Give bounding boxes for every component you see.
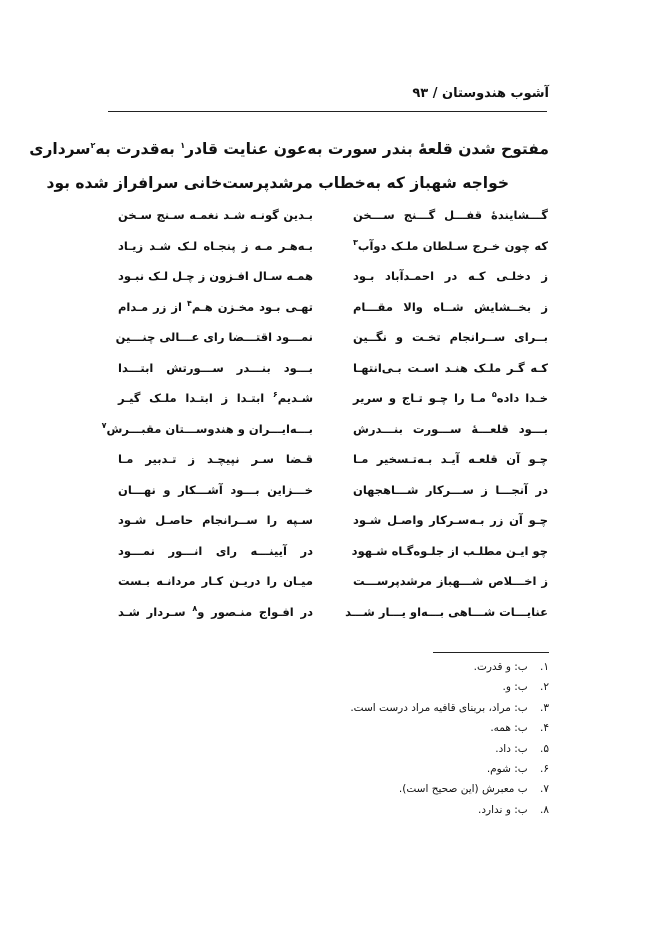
- hemistich-left: [118, 505, 313, 535]
- footnote-marker: ۲: [90, 140, 96, 150]
- verse-text: بـه‌هـر مـه ز پنجـاه لـک شـد زیـاد: [118, 238, 313, 253]
- verse-text: قـضا سـر نپیچـد ز تـدبیر مـا: [118, 452, 313, 466]
- title-text-a: مفتوح شدن قلعهٔ بندر سورت به‌عون عنایت قادر: [185, 140, 549, 158]
- verse-text: شـدیم: [277, 391, 313, 405]
- hemistich-left: [118, 383, 313, 413]
- footnote-marker: ۱: [180, 140, 186, 150]
- footnote-number: ۲.: [540, 681, 549, 694]
- footnote-marker: ۳: [353, 237, 358, 247]
- hemistich-right: [353, 383, 548, 413]
- verse-text: از زر مـدام: [118, 299, 187, 314]
- footnote-text: ب معبرش (این صحیح است).: [398, 783, 531, 796]
- running-head: آشوب هندوستان / ۹۳: [412, 86, 549, 101]
- header-divider: [108, 111, 547, 112]
- hemistich-left: [115, 322, 313, 352]
- hemistich-left: [118, 353, 313, 383]
- footnote-item: [249, 759, 549, 779]
- verse-text: بـدین گونـه شـد نغمـه سـنج سـخن: [118, 208, 313, 222]
- verse-text: عنایـــات شـــاهی بـــه‌او یـــار شـــد: [345, 604, 548, 619]
- hemistich-right: [353, 444, 548, 474]
- footnote-marker: ۶: [272, 390, 278, 400]
- hemistich-left: [118, 261, 313, 291]
- hemistich-right: [353, 200, 548, 230]
- verse-text: بـــه‌ایـــران و هندوســـتان مقبـــرش: [106, 421, 313, 436]
- verse-text: چو ایـن مطلـب از جلـوه‌گـاه شـهود: [351, 543, 548, 558]
- hemistich-left: [118, 597, 313, 627]
- hemistich-right: [353, 566, 548, 596]
- hemistich-right: [353, 475, 548, 505]
- footnote-number: ۷.: [540, 783, 549, 796]
- hemistich-right: [353, 536, 548, 566]
- verse-text: سـپه را ســرانجام حاصـل شـود: [118, 513, 313, 527]
- chapter-title-line-2: خواجه شهباز که به‌خطاب مرشدپرست‌خانی سرافراز شده بود: [46, 174, 509, 192]
- footnote-text: ب: و.: [502, 681, 531, 694]
- verse-text: ز بخــشایش شــاه والا مقـــام: [353, 299, 548, 314]
- hemistich-right: [345, 597, 548, 627]
- footnote-number: ۱.: [540, 661, 549, 673]
- verse-text: سـردار شـد: [118, 604, 193, 619]
- verse-text: که چون خـرج سـلطان ملـک دوآب: [357, 238, 548, 253]
- verse-text: خـدا داده: [496, 391, 548, 405]
- verse-text: ز دخلـی کـه در احمـدآباد بـود: [353, 269, 548, 283]
- footnote-number: ۳.: [540, 701, 549, 714]
- footnote-text: ب: شوم.: [486, 762, 531, 775]
- verse-text: ز اخـــلاص شـــهباز مرشدپرســـت: [353, 574, 548, 588]
- verse-text: کـه گـر ملـک هنـد اسـت بـی‌انتهـا: [353, 360, 548, 375]
- footnote-number: ۶.: [540, 762, 549, 775]
- verse-text: مـا را چـو تـاج و سریر: [353, 391, 492, 405]
- footnote-text: ب: همه.: [490, 722, 531, 735]
- footnote-item: [249, 718, 549, 738]
- footnotes: [249, 657, 549, 820]
- footnote-text: ب: مراد، بربنای قافیه مراد درست است.: [350, 701, 531, 714]
- hemistich-right: [353, 231, 548, 261]
- verse-text: بـــود قلعـــهٔ ســـورت بنـــدرش: [353, 421, 548, 436]
- hemistich-right: [353, 414, 548, 444]
- footnote-item: [249, 677, 549, 697]
- verse-text: در افـواج منـصور و: [197, 604, 314, 619]
- hemistich-left: [101, 414, 313, 444]
- hemistich-right: [353, 292, 548, 322]
- footnote-marker: ۷: [101, 420, 107, 430]
- footnote-number: ۵.: [540, 742, 549, 755]
- verse-text: چـو آن قلعـه آیـد بـه‌تـسخیر مـا: [353, 452, 548, 466]
- title-text-b: به‌قدرت به: [95, 140, 181, 158]
- footnote-number: ۸.: [540, 803, 549, 816]
- title-text-c: سرداری: [29, 140, 91, 158]
- hemistich-left: [118, 475, 313, 505]
- hemistich-left: [118, 231, 313, 261]
- verse-text: گـــشایندهٔ قفـــل گـــنج ســـخن: [353, 208, 548, 222]
- footnote-divider: [433, 652, 549, 653]
- verse-text: میـان را دریـن کـار مردانـه بـست: [118, 574, 313, 588]
- footnote-item: [249, 779, 549, 799]
- footnote-marker: ۸: [192, 603, 198, 613]
- chapter-title-line-1: [29, 138, 549, 160]
- footnote-text: ب: و ندارد.: [478, 803, 531, 816]
- footnote-marker: ۵: [491, 390, 497, 400]
- footnote-item: [249, 657, 549, 677]
- verse-text: در آیینـــه رای انـــور نمـــود: [118, 543, 313, 558]
- verse-text: چـو آن زر بـه‌سـرکار واصـل شـود: [353, 513, 548, 527]
- footnote-item: [249, 739, 549, 759]
- verse-text: همـه سـال افـزون ز چـل لـک نبـود: [118, 269, 313, 283]
- hemistich-left: [118, 536, 313, 566]
- verse-text: در آنجـــا ز ســـرکار شـــاهجهان: [353, 482, 548, 497]
- hemistich-right: [353, 322, 548, 352]
- verse-text: خـــزاین بـــود آشـــکار و نهـــان: [118, 482, 313, 497]
- hemistich-right: [353, 261, 548, 291]
- hemistich-right: [353, 353, 548, 383]
- verse-text: ابتـدا ز ابتـدا ملـک گیـر: [118, 391, 273, 405]
- verse-text: بـــود بنـــدر ســـورتش ابتـــدا: [118, 360, 313, 375]
- hemistich-left: [118, 292, 313, 322]
- footnote-text: ب: داد.: [495, 742, 531, 755]
- hemistich-right: [353, 505, 548, 535]
- footnote-marker: ۴: [186, 298, 192, 308]
- hemistich-left: [118, 200, 313, 230]
- footnote-item: [249, 800, 549, 820]
- verse-text: تهـی بـود مخـزن هـم: [191, 299, 313, 314]
- footnote-item: [249, 698, 549, 718]
- footnote-number: ۴.: [540, 722, 549, 735]
- verse-block: [101, 200, 548, 620]
- hemistich-left: [118, 444, 313, 474]
- footnote-text: ب: و قدرت.: [473, 661, 531, 673]
- verse-text: بــرای ســرانجام تخـت و نگــین: [353, 330, 548, 344]
- hemistich-left: [118, 566, 313, 596]
- verse-text: نمـــود اقتـــضا رای عـــالی چنـــین: [115, 330, 313, 344]
